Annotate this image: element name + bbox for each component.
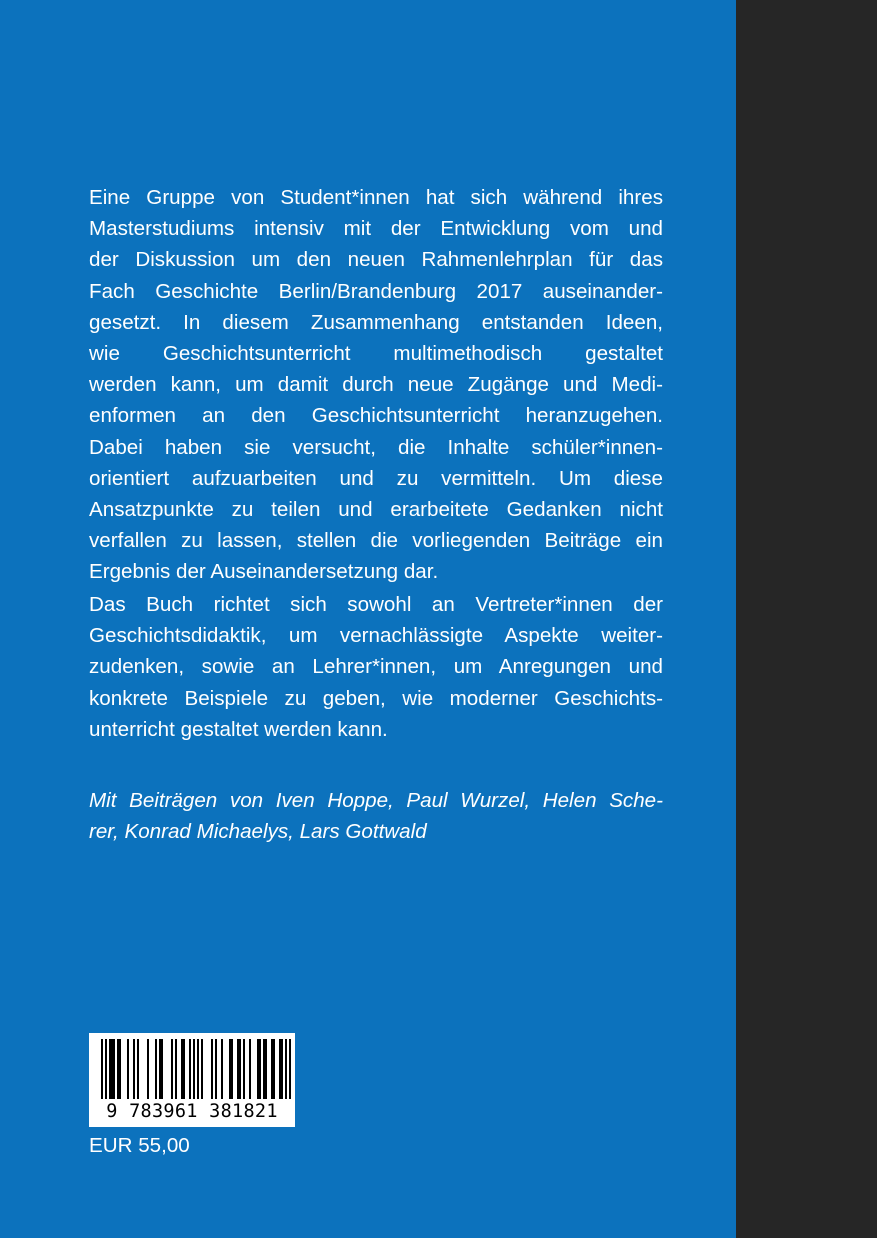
barcode-bar xyxy=(117,1039,121,1099)
barcode-bar xyxy=(171,1039,173,1099)
barcode-bar xyxy=(271,1039,275,1099)
barcode-bar xyxy=(221,1039,223,1099)
description-paragraph-2 xyxy=(89,589,663,745)
text-line: Mit Beiträgen von Iven Hoppe, Paul Wurzel, Helen Sche- xyxy=(89,789,663,812)
text-line: zudenken, sowie an Lehrer*innen, um Anregungen und xyxy=(89,655,663,679)
barcode-bar xyxy=(105,1039,107,1099)
text-line: enformen an den Geschichtsunterricht heranzugehen. xyxy=(89,404,663,428)
barcode-bar xyxy=(127,1039,129,1099)
barcode-bar xyxy=(155,1039,157,1099)
text-line: konkrete Beispiele zu geben, wie moderner Geschichts- xyxy=(89,686,663,710)
barcode-bar xyxy=(133,1039,135,1099)
text-line: Fach Geschichte Berlin/Brandenburg 2017 auseinander- xyxy=(89,279,663,303)
barcode-bar xyxy=(289,1039,291,1099)
barcode-bar xyxy=(243,1039,245,1099)
isbn-number: 9 783961 381821 xyxy=(106,1101,278,1122)
text-line: der Diskussion um den neuen Rahmenlehrplan für das xyxy=(89,248,663,272)
contributors-note xyxy=(89,785,663,847)
text-line: Dabei haben sie versucht, die Inhalte schüler*innen- xyxy=(89,435,663,459)
isbn-barcode xyxy=(89,1033,295,1127)
text-line: Masterstudiums intensiv mit der Entwicklung vom und xyxy=(89,217,663,241)
barcode-bar xyxy=(211,1039,213,1099)
barcode-bar xyxy=(193,1039,195,1099)
price-label: EUR 55,00 xyxy=(89,1134,190,1157)
barcode-bar xyxy=(181,1039,185,1099)
barcode-bar xyxy=(109,1039,115,1099)
barcode-bar xyxy=(175,1039,177,1099)
barcode-bar xyxy=(137,1039,139,1099)
barcode-bar xyxy=(159,1039,163,1099)
barcode-bar xyxy=(189,1039,191,1099)
text-line: unterricht gestaltet werden kann. xyxy=(89,717,388,741)
text-line: verfallen zu lassen, stellen die vorliegenden Beiträge ein xyxy=(89,529,663,553)
barcode-bar xyxy=(201,1039,203,1099)
barcode-bar xyxy=(101,1039,103,1099)
barcode-bar xyxy=(229,1039,233,1099)
text-line: Geschichtsdidaktik, um vernachlässigte Aspekte weiter- xyxy=(89,624,663,648)
barcode-bar xyxy=(215,1039,217,1099)
description-paragraph-1 xyxy=(89,182,663,587)
barcode-bar xyxy=(197,1039,199,1099)
barcode-bar xyxy=(263,1039,267,1099)
text-line: orientiert aufzuarbeiten und zu vermitteln. Um diese xyxy=(89,466,663,490)
barcode-bar xyxy=(279,1039,283,1099)
spine-strip xyxy=(736,0,877,1238)
barcode-bar xyxy=(147,1039,149,1099)
barcode-bar xyxy=(237,1039,241,1099)
barcode-bar xyxy=(249,1039,251,1099)
text-line: gesetzt. In diesem Zusammenhang entstanden Ideen, xyxy=(89,310,663,334)
text-line: Ergebnis der Auseinandersetzung dar. xyxy=(89,560,439,584)
barcode-bar xyxy=(285,1039,287,1099)
text-line: Ansatzpunkte zu teilen und erarbeitete Gedanken nicht xyxy=(89,497,663,521)
text-line: Eine Gruppe von Student*innen hat sich während ihres xyxy=(89,186,663,209)
text-line: rer, Konrad Michaelys, Lars Gottwald xyxy=(89,820,427,844)
text-line: wie Geschichtsunterricht multimethodisch gestaltet xyxy=(89,341,663,365)
barcode-bar xyxy=(257,1039,261,1099)
text-line: werden kann, um damit durch neue Zugänge und Medi- xyxy=(89,373,663,397)
text-line: Das Buch richtet sich sowohl an Vertreter*innen der xyxy=(89,593,663,616)
